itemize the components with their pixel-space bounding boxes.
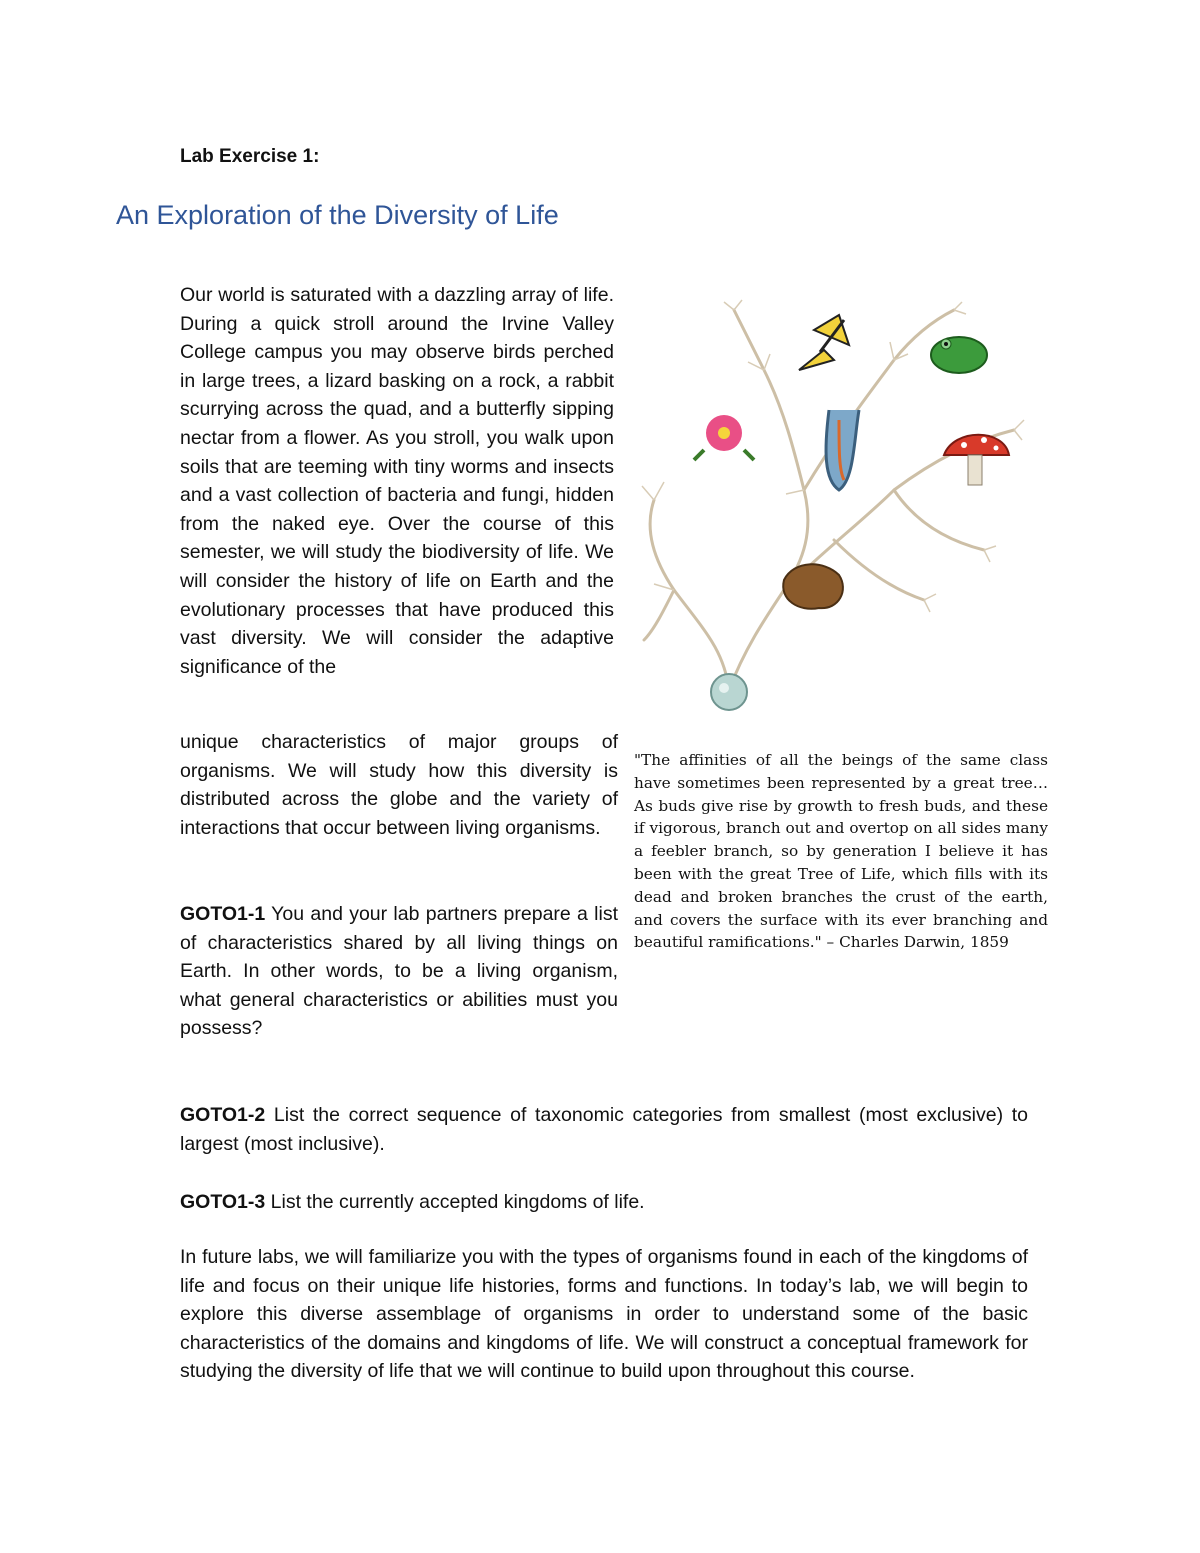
goto1-3-paragraph xyxy=(180,1188,1028,1217)
darwin-quote: "The affinities of all the beings of the same class have sometimes been represented by a great tree… As buds give rise by growth to fresh buds, and these if vigorous, branch out and overtop on all sides many a feebler branch, so by generation I believe it has been with the great Tree of Life, which fills with its dead and broken branches the crust of the earth, and covers the surface with its ever branching and beautiful ramifications." – Charles Darwin, 1859 xyxy=(634,751,1048,952)
intro-paragraph-part1: Our world is saturated with a dazzling array of life. During a quick stroll around the Irvine Valley College campus you may observe birds perched in large trees, a lizard basking on a rock, a rabbit scurrying across the quad, and a butterfly sipping nectar from a flower. As you stroll, you walk upon soils that are teeming with tiny worms and insects and a vast collection of bacteria and fungi, hidden from the naked eye. Over the course of this semester, we will study the biodiversity of life. We will consider the history of life on Earth and the evolutionary processes that have produced this vast diversity. We will consider the adaptive significance of the xyxy=(180,284,614,678)
intro-paragraph-part2: unique characteristics of major groups of organisms. We will study how this diversity is distributed across the globe and the variety of interactions that occur between living organisms. xyxy=(180,731,618,839)
butterfly-icon xyxy=(799,315,849,370)
flower-icon xyxy=(694,415,754,460)
sea-slug-icon xyxy=(826,410,859,490)
exercise-label: Lab Exercise 1: xyxy=(180,146,320,167)
goto1-2-text: List the correct sequence of taxonomic categories from smallest (most exclusive) to largest (most inclusive). xyxy=(180,1104,1028,1155)
mushroom-icon xyxy=(944,435,1009,485)
tree-of-life-illustration xyxy=(634,290,1034,720)
frog-icon xyxy=(931,337,987,373)
goto1-3-text: List the currently accepted kingdoms of life. xyxy=(265,1191,645,1213)
goto1-2-code: GOTO1-2 xyxy=(180,1104,266,1126)
sponge-icon xyxy=(783,564,843,608)
goto1-3-code: GOTO1-3 xyxy=(180,1191,266,1213)
page-title: An Exploration of the Diversity of Life xyxy=(116,200,559,230)
goto1-2-paragraph xyxy=(180,1101,1028,1158)
cell-icon xyxy=(711,674,747,710)
goto1-1-text: You and your lab partners prepare a list of characteristics shared by all living things on Earth. In other words, to be a living organism, what general characteristics or abilities must you possess? xyxy=(180,903,618,1040)
closing-paragraph: In future labs, we will familiarize you with the types of organisms found in each of the kingdoms of life and focus on their unique life histories, forms and functions. In today’s lab, we will begin to explore this diverse assemblage of organisms in order to understand some of the basic characteristics of the domains and kingdoms of life. We will construct a conceptual framework for studying the diversity of life that we will continue to build upon throughout this course. xyxy=(180,1246,1028,1383)
goto1-1-paragraph xyxy=(180,900,618,1043)
goto1-1-code: GOTO1-1 xyxy=(180,903,266,925)
